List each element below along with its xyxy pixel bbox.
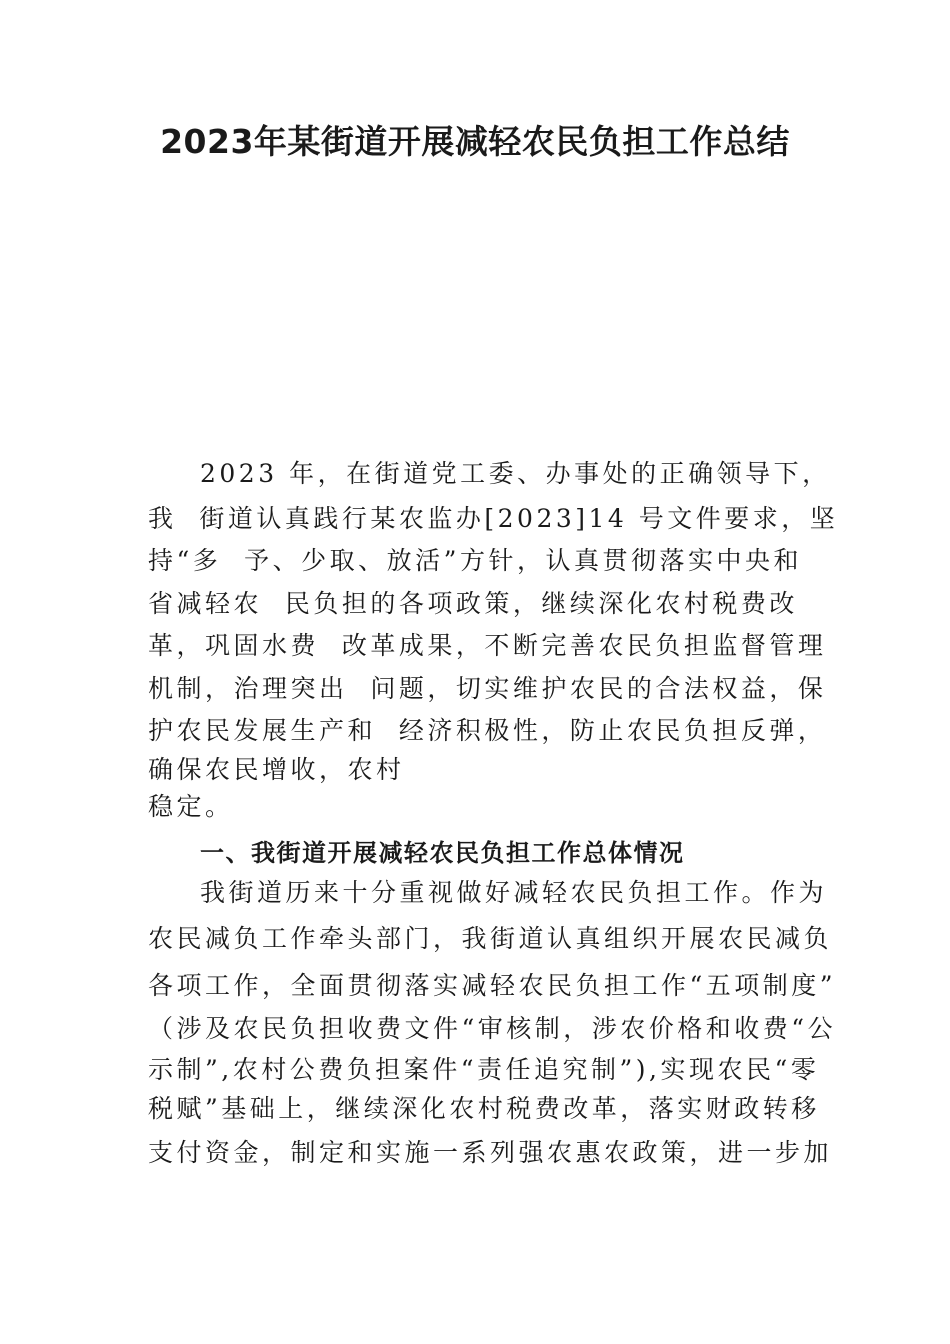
body-line-4: （涉及农民负担收费文件“审核制，涉农价格和收费“公 (148, 1014, 837, 1043)
body-line-2: 农民减负工作牵头部门，我街道认真组织开展农民减负 (148, 924, 833, 953)
body-line-5: 示制”,农村公费负担案件“责任追究制”),实现农民“零 (148, 1055, 820, 1084)
intro-line-2: 我 街道认真践行某农监办[2023]14 号文件要求，坚 (148, 504, 839, 533)
body-line-1: 我街道历来十分重视做好减轻农民负担工作。作为 (200, 878, 828, 907)
intro-line-7: 护农民发展生产和 经济积极性，防止农民负担反弹， (148, 716, 827, 745)
intro-line-9: 稳定。 (148, 792, 234, 821)
intro-line-8: 确保农民增收，农村 (148, 755, 405, 784)
intro-line-3: 持“多 予、少取、放活”方针，认真贯彻落实中央和 (148, 546, 802, 575)
intro-line-4: 省减轻农 民负担的各项政策，继续深化农村税费改 (148, 589, 798, 618)
intro-line-1: 2023 年，在街道党工委、办事处的正确领导下， (200, 459, 831, 488)
body-line-7: 支付资金，制定和实施一系列强农惠农政策，进一步加 (148, 1138, 833, 1167)
body-line-3: 各项工作，全面贯彻落实减轻农民负担工作“五项制度” (148, 971, 837, 1000)
intro-line-5: 革，巩固水费 改革成果，不断完善农民负担监督管理 (148, 631, 827, 660)
document-title: 2023年某街道开展减轻农民负担工作总结 (160, 122, 790, 161)
body-line-6: 税赋”基础上，继续深化农村税费改革，落实财政转移 (148, 1094, 820, 1123)
intro-line-6: 机制，治理突出 问题，切实维护农民的合法权益，保 (148, 674, 827, 703)
section-heading: 一、我街道开展减轻农民负担工作总体情况 (200, 839, 685, 867)
